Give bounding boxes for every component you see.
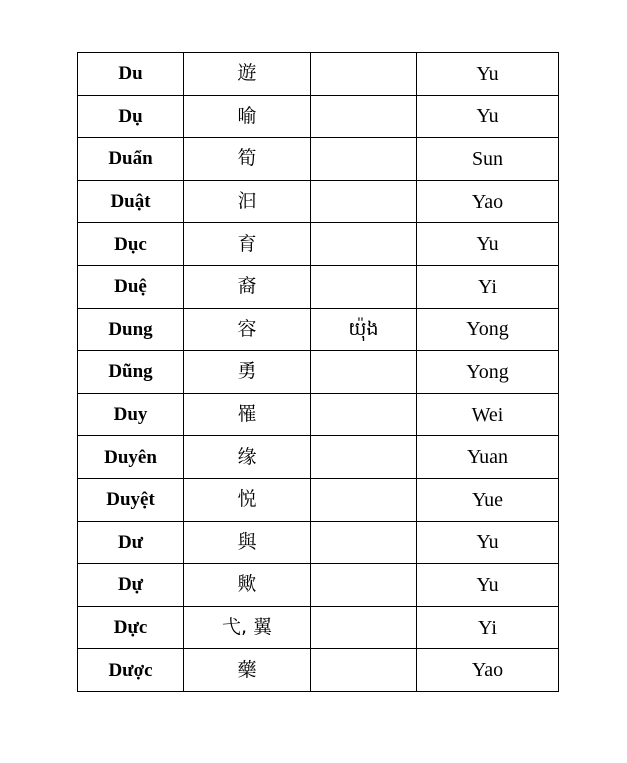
vietnamese-term-cell: Duẩn [78,138,184,181]
table-row [78,95,559,138]
table-row [78,53,559,96]
table-row [78,649,559,692]
table-row [78,351,559,394]
khmer-script-cell [311,436,417,479]
vietnamese-term-cell: Duệ [78,265,184,308]
han-character-cell: 藥 [184,649,311,692]
vietnamese-term-cell: Duyên [78,436,184,479]
table-row [78,521,559,564]
table-row [78,138,559,181]
table-row [78,478,559,521]
khmer-script-cell [311,53,417,96]
table-row [78,180,559,223]
pinyin-cell: Yong [417,351,559,394]
vietnamese-term-cell: Dung [78,308,184,351]
vietnamese-term-cell: Dực [78,606,184,649]
table-row [78,223,559,266]
pinyin-cell: Yong [417,308,559,351]
vietnamese-term-cell: Du [78,53,184,96]
pinyin-cell: Yu [417,95,559,138]
han-character-cell: 悦 [184,478,311,521]
vietnamese-term-cell: Dũng [78,351,184,394]
khmer-script-cell [311,649,417,692]
han-character-cell: 與 [184,521,311,564]
han-character-cell: 勇 [184,351,311,394]
vietnamese-term-cell: Duật [78,180,184,223]
han-character-cell: 歟 [184,564,311,607]
vietnamese-term-cell: Dược [78,649,184,692]
table-row [78,606,559,649]
pinyin-cell: Yuan [417,436,559,479]
han-character-cell: 育 [184,223,311,266]
khmer-script-cell [311,265,417,308]
khmer-script-cell: យ៉ុង [311,308,417,351]
table-row [78,564,559,607]
han-character-cell: 遊 [184,53,311,96]
vietnamese-term-cell: Dư [78,521,184,564]
lexicon-table [77,52,559,692]
pinyin-cell: Wei [417,393,559,436]
vietnamese-term-cell: Duy [78,393,184,436]
table-row [78,436,559,479]
khmer-script-cell [311,606,417,649]
pinyin-cell: Yu [417,53,559,96]
khmer-script-cell [311,478,417,521]
table-row [78,393,559,436]
khmer-script-cell [311,521,417,564]
han-character-cell: 喻 [184,95,311,138]
khmer-script-cell [311,393,417,436]
han-character-cell: 汩 [184,180,311,223]
vietnamese-term-cell: Dục [78,223,184,266]
lexicon-table-body [78,53,559,692]
table-row [78,308,559,351]
khmer-script-cell [311,223,417,266]
pinyin-cell: Yu [417,521,559,564]
pinyin-cell: Yi [417,606,559,649]
pinyin-cell: Yu [417,223,559,266]
pinyin-cell: Sun [417,138,559,181]
vietnamese-term-cell: Duyệt [78,478,184,521]
han-character-cell: 容 [184,308,311,351]
han-character-cell: 罹 [184,393,311,436]
han-character-cell: 裔 [184,265,311,308]
han-character-cell: 筍 [184,138,311,181]
pinyin-cell: Yao [417,649,559,692]
vietnamese-term-cell: Dụ [78,95,184,138]
khmer-script-cell [311,564,417,607]
pinyin-cell: Yu [417,564,559,607]
pinyin-cell: Yue [417,478,559,521]
khmer-script-cell [311,180,417,223]
khmer-script-cell [311,351,417,394]
khmer-script-cell [311,95,417,138]
han-character-cell: 弋, 翼 [184,606,311,649]
han-character-cell: 缘 [184,436,311,479]
vietnamese-term-cell: Dự [78,564,184,607]
pinyin-cell: Yao [417,180,559,223]
pinyin-cell: Yi [417,265,559,308]
khmer-script-cell [311,138,417,181]
table-row [78,265,559,308]
